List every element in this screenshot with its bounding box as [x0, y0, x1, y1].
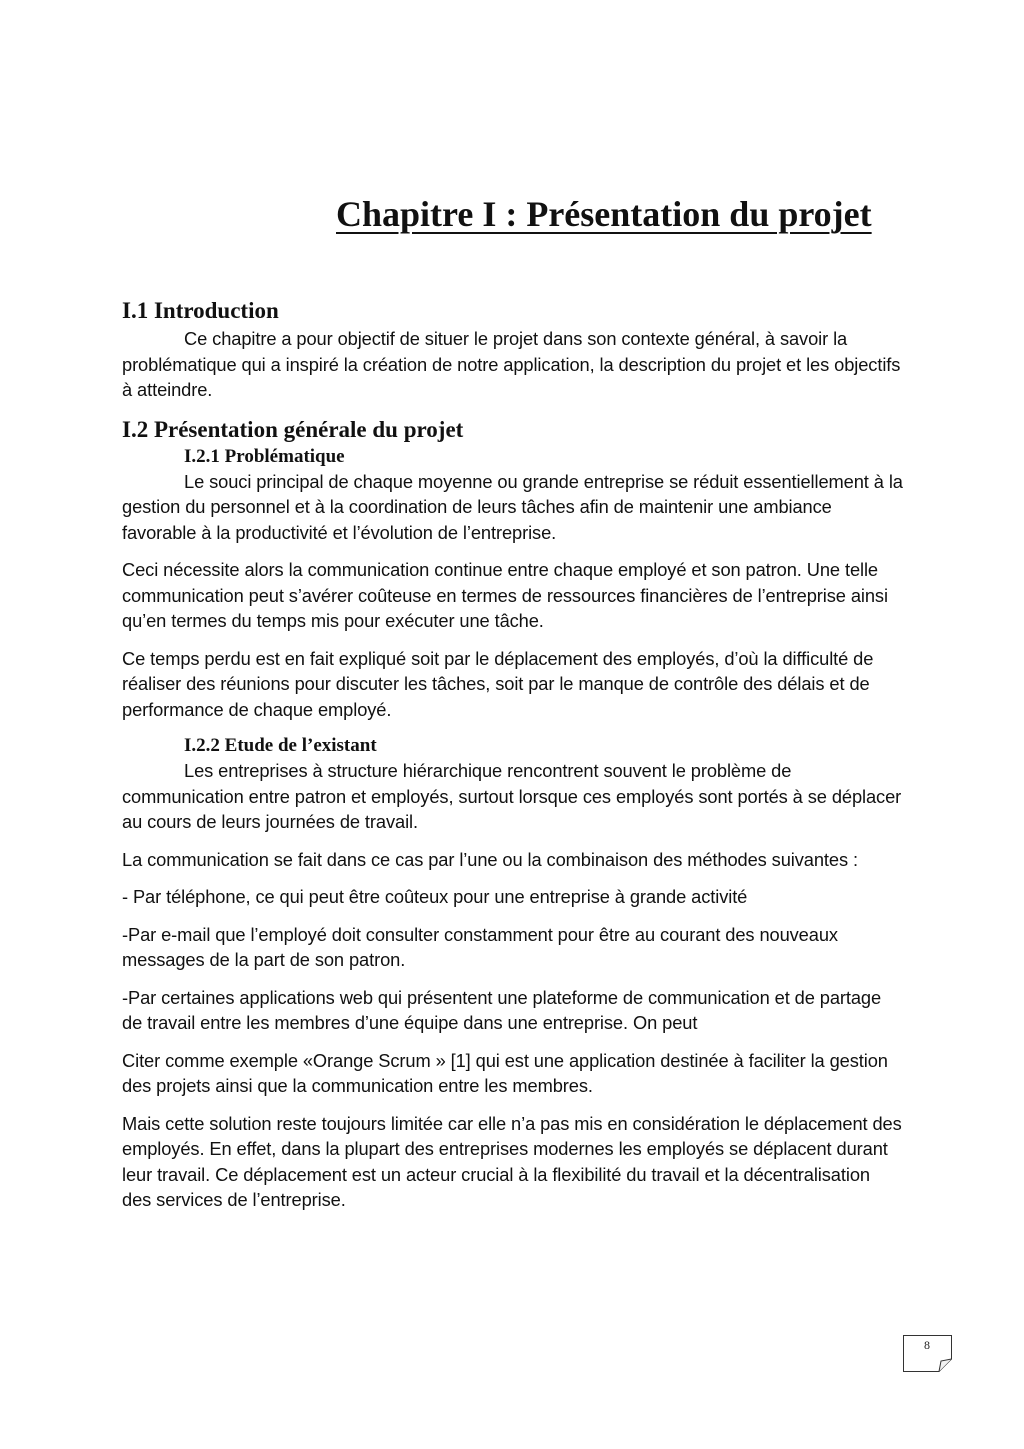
chapter-title: Chapitre I : Présentation du projet	[336, 194, 872, 234]
list-item-email: -Par e-mail que l’employé doit consulter constamment pour être au courant des nouveaux messages de la part de son patron.	[122, 923, 838, 970]
list-item-telephone: - Par téléphone, ce qui peut être coûteux pour une entreprise à grande activité	[122, 886, 748, 907]
section-heading-introduction: I.1 Introduction	[122, 298, 279, 323]
paragraph-limitation: Mais cette solution reste toujours limitée car elle n’a pas mis en considération le déplacement des employés. En effet, dans la plupart des entreprises modernes les employés se déplacent durant leur travail. Ce déplacement est un acteur crucial à la flexibilité du travail et la décentralisation des services de l’entreprise.	[122, 1112, 902, 1210]
page-body	[122, 296, 904, 1213]
page-number-box	[903, 1335, 951, 1371]
subsection-heading-existant: I.2.2 Etude de l’existant	[184, 735, 377, 756]
paragraph-orange-scrum: Citer comme exemple «Orange Scrum » [1] qui est une application destinée à faciliter la gestion des projets ainsi que la communication entre les membres.	[122, 1049, 888, 1096]
subsection-heading-problematique: I.2.1 Problématique	[184, 445, 345, 467]
page-number: 8	[924, 1338, 930, 1352]
paragraph-problematique-2: Ceci nécessite alors la communication continue entre chaque employé et son patron. Une telle communication peut s’avérer coûteuse en termes de ressources financières de l’entreprise ainsi qu’en termes du temps mis pour exécuter une tâche.	[122, 559, 888, 631]
list-item-web-apps: -Par certaines applications web qui présentent une plateforme de communication et de partage de travail entre les membres d’une équipe dans une entreprise. On peut	[122, 986, 882, 1033]
paragraph-existant-1: Les entreprises à structure hiérarchique rencontrent souvent le problème de communication entre patron et employés, surtout lorsque ces employés sont portés à se déplacer au cours de leurs journées de travail.	[122, 760, 902, 832]
paragraph-existant-2: La communication se fait dans ce cas par l’une ou la combinaison des méthodes suivantes :	[122, 848, 858, 870]
paragraph-problematique-1: Le souci principal de chaque moyenne ou grande entreprise se réduit essentiellement à la gestion du personnel et à la coordination de leurs tâches afin de maintenir une ambiance favorable à la productivité et l’évolution de l’entreprise.	[122, 470, 903, 543]
section-heading-presentation: I.2 Présentation générale du projet	[122, 416, 464, 442]
paragraph-problematique-3: Ce temps perdu est en fait expliqué soit par le déplacement des employés, d’où la difficulté de réaliser des réunions pour discuter les tâches, soit par le manque de contrôle des délais et de performance de chaque employé.	[122, 647, 874, 720]
paragraph-introduction: Ce chapitre a pour objectif de situer le projet dans son contexte général, à savoir la problématique qui a inspiré la création de notre application, la description du projet et les objectifs à atteindre.	[122, 328, 901, 400]
